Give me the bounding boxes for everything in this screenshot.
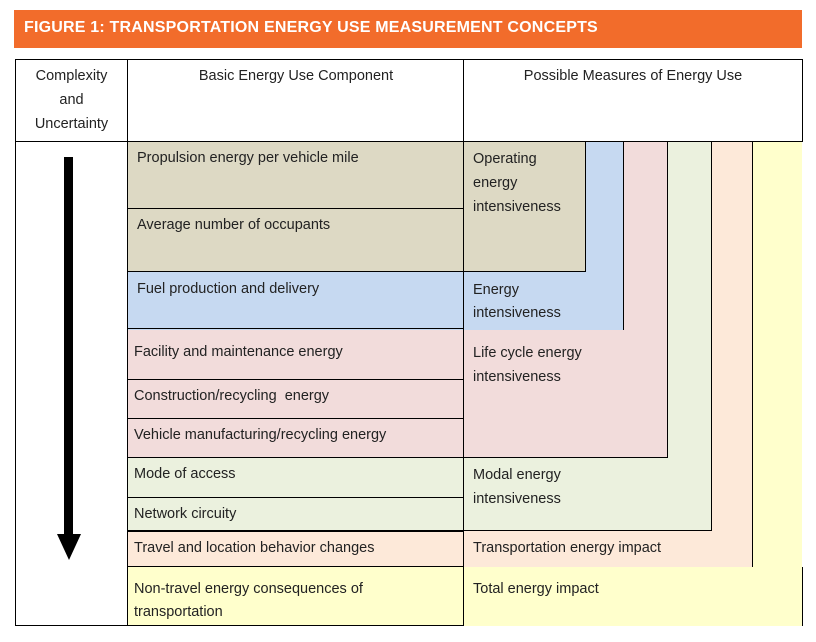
header-bottom-line <box>15 141 803 142</box>
component-travel-location: Travel and location behavior changes <box>134 540 375 556</box>
component-propulsion: Propulsion energy per vehicle mile <box>137 150 359 166</box>
table-border-bottom-right <box>128 625 464 626</box>
component-network-circuity: Network circuity <box>134 506 237 522</box>
measure-energy-intensiveness: Energy intensiveness <box>473 282 561 321</box>
row-divider-2 <box>128 271 464 272</box>
measure-modal: Modal energy intensiveness <box>473 467 561 507</box>
col1-divider <box>127 59 128 626</box>
row-divider-6 <box>128 457 464 458</box>
arrow-head-icon <box>57 534 81 560</box>
header-complexity: Complexity and Uncertainty <box>34 68 109 132</box>
complexity-arrow <box>64 157 73 539</box>
measure-transportation-impact: Transportation energy impact <box>473 540 662 556</box>
row-divider-4 <box>128 379 464 380</box>
component-facility-maintenance: Facility and maintenance energy <box>134 344 343 360</box>
col2-divider <box>463 59 464 626</box>
component-construction-recycling: Construction/recycling energy <box>134 388 330 404</box>
row-divider-8 <box>128 531 464 532</box>
header-possible-measures: Possible Measures of Energy Use <box>523 68 743 84</box>
header-basic-energy-component: Basic Energy Use Component <box>198 68 394 84</box>
table-border-right-yellow <box>802 567 803 626</box>
measure-lifecycle: Life cycle energy intensiveness <box>473 345 582 385</box>
component-occupants: Average number of occupants <box>137 217 331 233</box>
row-divider-1 <box>128 208 464 209</box>
component-mode-of-access: Mode of access <box>134 466 236 482</box>
measure-operating: Operating energy intensiveness <box>473 151 561 215</box>
component-vehicle-manufacturing: Vehicle manufacturing/recycling energy <box>134 427 387 443</box>
table-border-left <box>15 59 16 626</box>
table-border-top <box>15 59 803 60</box>
table-border-bottom <box>15 625 128 626</box>
row-divider-5 <box>128 418 464 419</box>
row-divider-7 <box>128 497 464 498</box>
component-fuel-production: Fuel production and delivery <box>137 281 320 297</box>
component-non-travel: Non-travel energy consequences of transportation <box>134 581 363 620</box>
row-divider-9 <box>128 566 464 567</box>
figure-title: FIGURE 1: TRANSPORTATION ENERGY USE MEASUREMENT CONCEPTS <box>24 19 598 36</box>
measure-total-impact: Total energy impact <box>473 581 599 597</box>
row-divider-3 <box>128 328 464 329</box>
table-border-right-top <box>802 59 803 142</box>
